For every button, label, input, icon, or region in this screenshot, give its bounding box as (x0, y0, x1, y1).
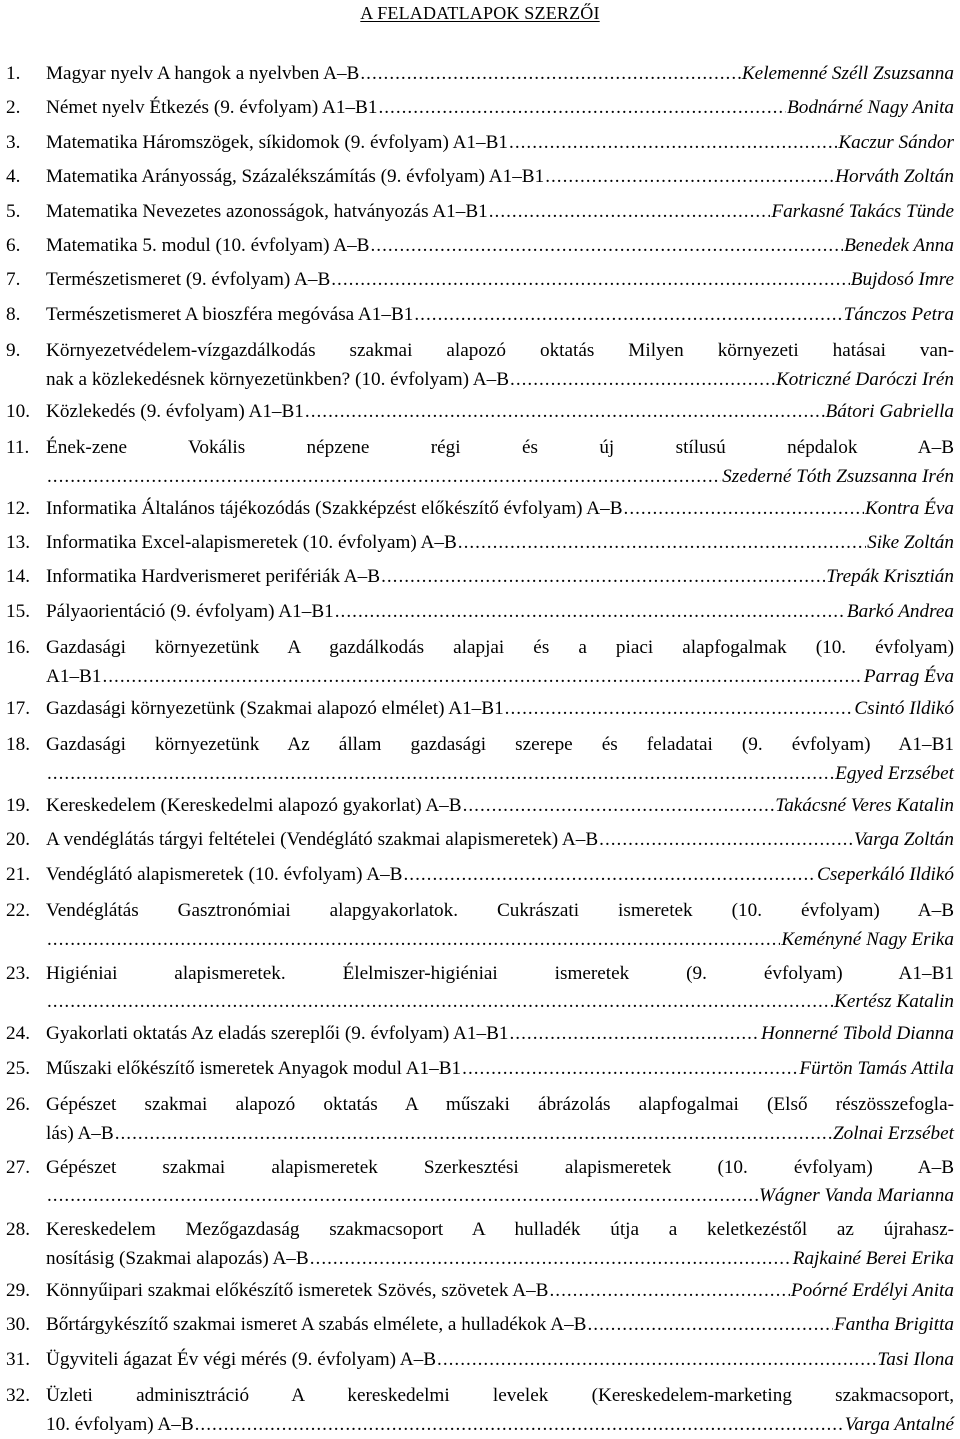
list-item (6, 165, 954, 189)
item-title: Műszaki előkészítő ismeretek Anyagok modul A1–B1 (46, 1057, 462, 1079)
item-author: Keményné Nagy Erika (781, 928, 954, 950)
item-line (46, 600, 954, 624)
list-item (6, 634, 954, 691)
item-author: Kotriczné Daróczi Irén (776, 368, 954, 390)
list-item (6, 897, 954, 954)
item-author: Tánczos Petra (843, 303, 954, 325)
dot-leader (115, 1120, 832, 1149)
dot-leader (335, 600, 846, 624)
item-number: 29. (6, 1279, 30, 1301)
dot-leader (47, 988, 833, 1017)
item-author: Bodnárné Nagy Anita (787, 97, 954, 119)
item-author: Sike Zoltán (867, 532, 954, 554)
dot-leader (414, 303, 842, 327)
item-line (46, 531, 954, 555)
item-number: 4. (6, 166, 21, 188)
item-line (46, 863, 954, 887)
item-author: Egyed Erzsébet (835, 762, 954, 784)
list-item (6, 731, 954, 788)
item-title-line1: Gazdasági környezetünk Az állam gazdasági szerepe és feladatai (9. évfolyam) A1–B1 (46, 734, 954, 756)
item-author: Tasi Ilona (877, 1348, 954, 1370)
dot-leader (195, 1411, 844, 1439)
item-line (46, 828, 954, 852)
item-number: 15. (6, 600, 30, 622)
dot-leader (509, 131, 837, 155)
item-title: Könnyűipari szakmai előkészítő ismeretek Szövés, szövetek A–B (46, 1279, 549, 1301)
item-author: Trepák Krisztián (826, 566, 954, 588)
item-author: Wágner Vanda Marianna (758, 1185, 954, 1207)
item-title-line1: Vendéglátás Gasztronómiai alapgyakorlatok. Cukrászati ismeretek (10. évfolyam) A–B (46, 900, 954, 922)
item-author: Benedek Anna (844, 234, 954, 256)
dot-leader (505, 697, 854, 721)
item-line (46, 303, 954, 327)
item-line (46, 697, 954, 721)
item-number: 10. (6, 400, 30, 422)
dot-leader (360, 62, 741, 86)
item-author: Cseperkáló Ildikó (817, 863, 954, 885)
item-line (46, 165, 954, 189)
item-author: Barkó Andrea (846, 600, 954, 622)
list-item (6, 131, 954, 155)
item-author: Kontra Éva (864, 497, 954, 519)
item-line (46, 663, 954, 692)
dot-leader (624, 497, 864, 521)
list-item (6, 268, 954, 292)
dot-leader (489, 200, 771, 224)
item-line (46, 96, 954, 120)
item-line (46, 1279, 954, 1303)
item-number: 23. (6, 962, 30, 984)
item-title: Magyar nyelv A hangok a nyelvben A–B (46, 63, 360, 84)
dot-leader (47, 926, 780, 955)
item-title: Gazdasági környezetünk (Szakmai alapozó elmélet) A1–B1 (46, 697, 504, 719)
dot-leader (47, 1182, 758, 1211)
dot-leader (102, 663, 862, 692)
dot-leader (331, 268, 850, 292)
list-item (6, 497, 954, 521)
item-author: Poórné Erdélyi Anita (790, 1279, 954, 1301)
list-item (6, 1057, 954, 1081)
item-title-line1: Kereskedelem Mezőgazdaság szakmacsoport A hulladék útja a keletkezéstől az újrahasz- (46, 1219, 954, 1241)
item-number: 7. (6, 269, 21, 291)
item-number: 19. (6, 794, 30, 816)
item-title: Természetismeret A bioszféra megóvása A1–B1 (46, 303, 414, 325)
item-line (46, 366, 954, 395)
list-item (6, 434, 954, 491)
item-number: 16. (6, 637, 30, 659)
item-line (46, 131, 954, 155)
item-title-line1: Higiéniai alapismeretek. Élelmiszer-higiéniai ismeretek (9. évfolyam) A1–B1 (46, 962, 954, 984)
list-item (6, 794, 954, 818)
item-title: Matematika Arányosság, Százalékszámítás (9. évfolyam) A1–B1 (46, 166, 545, 188)
item-title: nosításig (Szakmai alapozás) A–B (46, 1247, 309, 1269)
item-title: Kereskedelem (Kereskedelmi alapozó gyakorlat) A–B (46, 794, 462, 816)
item-title: A vendéglátás tárgyi feltételei (Vendéglátó szakmai alapismeretek) A–B (46, 829, 599, 851)
item-title: Német nyelv Étkezés (9. évfolyam) A1–B1 (46, 97, 378, 119)
dot-leader (545, 165, 834, 189)
item-number: 26. (6, 1093, 30, 1115)
item-line (46, 463, 954, 492)
item-line (46, 62, 954, 86)
item-line (46, 794, 954, 818)
dot-leader (463, 794, 775, 818)
item-number: 22. (6, 900, 30, 922)
item-title: Vendéglátó alapismeretek (10. évfolyam) A–B (46, 863, 403, 885)
item-number: 21. (6, 863, 30, 885)
item-number: 12. (6, 497, 30, 519)
dot-leader (510, 1022, 761, 1046)
item-title: Gyakorlati oktatás Az eladás szereplői (9. évfolyam) A1–B1 (46, 1023, 509, 1045)
list-item (6, 1022, 954, 1046)
item-author: Bujdosó Imre (850, 269, 954, 291)
list-item (6, 96, 954, 120)
list-item (6, 1216, 954, 1273)
dot-leader (458, 531, 866, 555)
item-line (46, 988, 954, 1017)
list-item (6, 600, 954, 624)
item-title: nak a közlekedésnek környezetünkben? (10. évfolyam) A–B (46, 368, 510, 390)
list-item (6, 1091, 954, 1148)
list-item (6, 1154, 954, 1211)
dot-leader (47, 760, 834, 789)
dot-leader (305, 400, 825, 424)
item-author: Kertész Katalin (834, 991, 954, 1013)
item-line (46, 565, 954, 589)
list-item (6, 1348, 954, 1372)
item-number: 14. (6, 566, 30, 588)
item-number: 17. (6, 697, 30, 719)
item-author: Zolnai Erzsébet (833, 1122, 954, 1144)
dot-leader (310, 1245, 792, 1274)
item-title: 10. évfolyam) A–B (46, 1413, 194, 1435)
item-title-line1: Gépészet szakmai alapismeretek Szerkesztési alapismeretek (10. évfolyam) A–B (46, 1156, 954, 1178)
list-item (6, 863, 954, 887)
item-line (46, 1245, 954, 1274)
item-author: Csintó Ildikó (854, 697, 954, 719)
dot-leader (510, 366, 775, 395)
item-number: 28. (6, 1219, 30, 1241)
item-line (46, 926, 954, 955)
list-item (6, 565, 954, 589)
page-title: A FELADATLAPOK SZERZŐI (360, 3, 600, 23)
list-item (6, 337, 954, 394)
item-title: Bőrtárgykészítő szakmai ismeret A szabás elmélete, a hulladékok A–B (46, 1314, 587, 1336)
dot-leader (462, 1057, 798, 1081)
list-item (6, 1382, 954, 1439)
dot-leader (381, 565, 825, 589)
dot-leader (378, 96, 786, 120)
list-item (6, 1279, 954, 1303)
item-number: 32. (6, 1384, 30, 1406)
item-number: 11. (6, 437, 30, 459)
item-author: Honnerné Tibold Dianna (761, 1023, 954, 1045)
item-author: Kelemenné Széll Zsuzsanna (741, 63, 954, 84)
item-number: 13. (6, 532, 30, 554)
dot-leader (437, 1348, 876, 1372)
item-author: Varga Zoltán (853, 829, 954, 851)
dot-leader (47, 463, 721, 492)
item-title: Matematika Háromszögek, síkidomok (9. évfolyam) A1–B1 (46, 131, 509, 153)
item-title: lás) A–B (46, 1122, 114, 1144)
item-line (46, 497, 954, 521)
item-number: 3. (6, 131, 21, 153)
item-title-line1: Gépészet szakmai alapozó oktatás A műszaki ábrázolás alapfogalmai (Első részösszefogla- (46, 1093, 954, 1115)
item-line (46, 1120, 954, 1149)
list-item (6, 400, 954, 424)
item-title-line1: Környezetvédelem-vízgazdálkodás szakmai alapozó oktatás Milyen környezeti hatásai van- (46, 340, 954, 362)
item-title: Ügyviteli ágazat Év végi mérés (9. évfolyam) A–B (46, 1348, 437, 1370)
list-item (6, 200, 954, 224)
list-item (6, 234, 954, 258)
item-author: Horváth Zoltán (835, 166, 954, 188)
item-line (46, 1057, 954, 1081)
item-number: 27. (6, 1156, 30, 1178)
item-title: Informatika Hardverismeret perifériák A–B (46, 566, 381, 588)
item-title-line1: Ének-zene Vokális népzene régi és új stílusú népdalok A–B (46, 437, 954, 459)
item-line (46, 1022, 954, 1046)
item-title: Matematika Nevezetes azonosságok, hatványozás A1–B1 (46, 200, 488, 222)
item-title-line1: Gazdasági környezetünk A gazdálkodás alapjai és a piaci alapfogalmak (10. évfolyam) (46, 637, 954, 659)
item-author: Fürtön Tamás Attila (799, 1057, 954, 1079)
author-list (6, 62, 954, 1439)
dot-leader (370, 234, 843, 258)
item-number: 20. (6, 829, 30, 851)
item-number: 1. (6, 63, 21, 84)
item-title: A1–B1 (46, 665, 102, 687)
dot-leader (549, 1279, 789, 1303)
list-item (6, 960, 954, 1017)
item-line (46, 1411, 954, 1439)
item-line (46, 760, 954, 789)
item-title: Pályaorientáció (9. évfolyam) A1–B1 (46, 600, 334, 622)
item-number: 8. (6, 303, 21, 325)
item-number: 5. (6, 200, 21, 222)
item-title: Matematika 5. modul (10. évfolyam) A–B (46, 234, 370, 256)
item-number: 31. (6, 1348, 30, 1370)
item-author: Varga Antalné (844, 1413, 954, 1435)
dot-leader (587, 1313, 833, 1337)
item-number: 24. (6, 1023, 30, 1045)
item-title: Közlekedés (9. évfolyam) A1–B1 (46, 400, 304, 422)
list-item (6, 828, 954, 852)
item-line (46, 1348, 954, 1372)
item-author: Kaczur Sándor (838, 131, 954, 153)
item-line (46, 1313, 954, 1337)
list-item (6, 1313, 954, 1337)
item-number: 18. (6, 734, 30, 756)
list-item (6, 62, 954, 86)
item-line (46, 268, 954, 292)
item-author: Parrag Éva (863, 665, 954, 687)
item-line (46, 400, 954, 424)
item-title: Informatika Általános tájékozódás (Szakképzést előkészítő évfolyam) A–B (46, 497, 623, 519)
item-author: Farkasné Takács Tünde (771, 200, 954, 222)
item-number: 2. (6, 97, 21, 119)
item-line (46, 1182, 954, 1211)
dot-leader (599, 828, 853, 852)
item-number: 30. (6, 1314, 30, 1336)
item-author: Szederné Tóth Zsuzsanna Irén (722, 465, 954, 487)
item-line (46, 234, 954, 258)
dot-leader (403, 863, 816, 887)
item-line (46, 200, 954, 224)
item-title: Informatika Excel-alapismeretek (10. évfolyam) A–B (46, 532, 457, 554)
item-author: Rajkainé Berei Erika (792, 1247, 954, 1269)
item-title: Természetismeret (9. évfolyam) A–B (46, 269, 331, 291)
item-number: 25. (6, 1057, 30, 1079)
item-title-line1: Üzleti adminisztráció A kereskedelmi levelek (Kereskedelem-marketing szakmacsoport, (46, 1384, 954, 1406)
item-author: Fantha Brigitta (834, 1314, 954, 1336)
list-item (6, 531, 954, 555)
item-number: 9. (6, 340, 21, 362)
list-item (6, 697, 954, 721)
item-number: 6. (6, 234, 21, 256)
list-item (6, 303, 954, 327)
item-author: Bátori Gabriella (825, 400, 954, 422)
item-author: Takácsné Veres Katalin (775, 794, 954, 816)
